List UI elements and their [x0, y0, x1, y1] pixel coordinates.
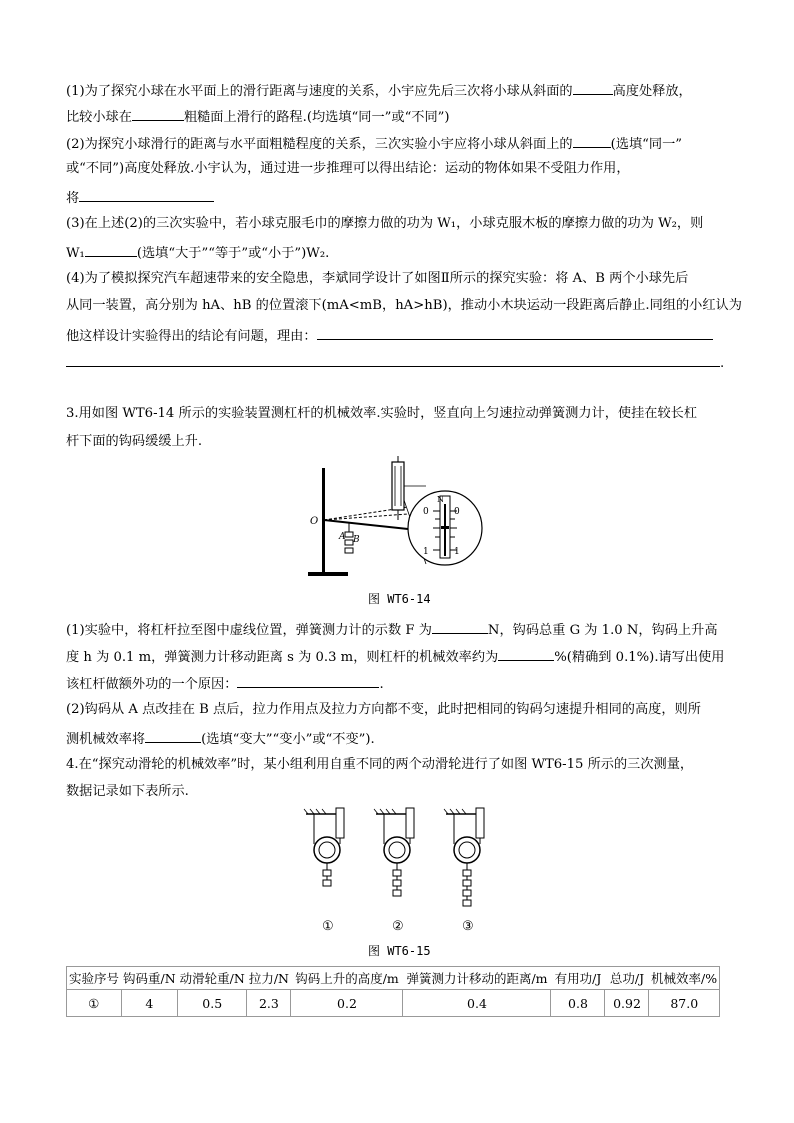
q3-part2-line2 — [66, 728, 375, 749]
table-cell: 0.8 — [551, 990, 605, 1017]
q2-part4-blank-1[interactable] — [317, 325, 713, 340]
pulley-data-table — [66, 966, 720, 1017]
q3-part1-text-f: . — [379, 677, 384, 692]
q3-part2-text-a: (2)钩码从 A 点改挂在 B 点后，拉力作用点及拉力方向都不变，此时把相同的钩码匀速提升相同的高度，则所 — [66, 702, 701, 717]
q2-part1-line1 — [66, 80, 692, 101]
pulley-setup-2 — [374, 808, 414, 896]
q2-part3-text-b: W₁ — [66, 246, 85, 261]
q2-part4-text-b: 从同一装置，高分别为 hA、hB 的位置滚下(mA<mB，hA>hB)，推动小木块运动一段距离后静止.同组的小红认为 — [66, 298, 742, 313]
table-cell: 2.3 — [247, 990, 291, 1017]
q3-intro-line2 — [66, 433, 202, 451]
pulley-setup-3 — [444, 808, 484, 906]
q2-part3-text-c: (选填“大于”“等于”或“小于”)W₂. — [136, 246, 330, 261]
q3-part1-text-e: 该杠杆做额外功的一个原因： — [66, 677, 238, 692]
header-cell: 钩码重/N — [121, 967, 178, 990]
label-b: B — [353, 535, 360, 545]
figure-wt6-14-caption: 图 WT6-14 — [368, 592, 431, 606]
q3-part1-blank-2[interactable] — [498, 646, 554, 661]
header-cell: 钩码上升的高度/m — [291, 967, 403, 990]
q2-part2-text-c: 或“不同”)高度处释放.小宇认为，通过进一步推理可以得出结论：运动的物体如果不受阻力作用， — [66, 161, 630, 176]
q2-part1-line2 — [66, 106, 450, 127]
q2-part4-line1 — [66, 270, 688, 288]
q2-part4-line2 — [66, 297, 742, 315]
q2-part1-text-d: 粗糙面上滑行的路程.(均选填“同一”或“不同”) — [183, 110, 450, 125]
q3-intro-text-2: 杆下面的钩码缓缓上升. — [66, 434, 203, 449]
q3-part2-blank[interactable] — [145, 728, 201, 743]
header-cell: 有用功/J — [551, 967, 605, 990]
weight-3 — [345, 548, 353, 553]
q2-part4-text-a: (4)为了模拟探究汽车超速带来的安全隐患，李斌同学设计了如图Ⅱ所示的探究实验：将 A、B 两个小球先后 — [66, 271, 689, 286]
q2-part2-blank-2[interactable] — [79, 187, 214, 202]
label-n: N — [437, 495, 444, 504]
stand-base — [308, 572, 348, 576]
table-header-row — [67, 967, 720, 990]
q3-part1-text-a: (1)实验中，将杠杆拉至图中虚线位置，弹簧测力计的示数 F 为 — [66, 623, 432, 638]
q3-intro-line1 — [66, 405, 697, 423]
header-cell: 动滑轮重/N — [178, 967, 247, 990]
pointer — [441, 526, 449, 529]
setup-label-2: ② — [392, 919, 404, 934]
figure-wt6-15-pulleys — [300, 806, 500, 936]
q3-part2-line1 — [66, 701, 701, 719]
setup-label-3: ③ — [462, 919, 474, 934]
q3-part1-text-b: N，钩码总重 G 为 1.0 N，钩码上升高 — [487, 623, 718, 638]
pulley-setup-1 — [304, 808, 344, 886]
q2-part3-text-a: (3)在上述(2)的三次实验中，若小球克服毛巾的摩擦力做的功为 W₁，小球克服木板的摩擦力做的功为 W₂，则 — [66, 216, 704, 231]
table-cell: 0.2 — [291, 990, 403, 1017]
q4-intro-text-1: 4.在“探究动滑轮的机械效率”时，某小组利用自重不同的两个动滑轮进行了如图 WT6-15 所示的三次测量， — [66, 757, 694, 772]
q3-part1-text-d: %(精确到 0.1%).请写出使用 — [554, 650, 725, 665]
table-cell: 0.5 — [178, 990, 247, 1017]
q3-part1-text-c: 度 h 为 0.1 m，弹簧测力计移动距离 s 为 0.3 m，则杠杆的机械效率约为 — [66, 650, 499, 665]
q2-part1-blank-2[interactable] — [132, 106, 184, 121]
weight-2 — [345, 540, 353, 545]
q3-part2-text-c: (选填“变大”“变小”或“不变”). — [201, 732, 375, 747]
q2-part4-text-d: . — [720, 356, 725, 371]
q2-part1-blank-1[interactable] — [573, 80, 613, 95]
spring-scale — [392, 462, 404, 510]
table-cell: ① — [67, 990, 122, 1017]
q3-part1-line3 — [66, 673, 384, 694]
q2-part2-text-a: (2)为探究小球滑行的距离与水平面粗糙程度的关系，三次实验小宇应将小球从斜面上的 — [66, 137, 573, 152]
figure-wt6-15-caption: 图 WT6-15 — [368, 944, 431, 958]
q2-part4-blank-2[interactable] — [66, 352, 720, 367]
q2-part2-blank-1[interactable] — [573, 133, 611, 148]
header-cell: 机械效率/% — [649, 967, 720, 990]
q2-part1-text-b: 高度处释放， — [612, 84, 692, 99]
q2-part3-line1 — [66, 215, 703, 233]
setup-label-1: ① — [322, 919, 334, 934]
q2-part2-line2 — [66, 160, 630, 178]
header-cell: 弹簧测力计移动的距离/m — [403, 967, 551, 990]
label-a: A — [339, 532, 346, 542]
q2-part1-text-a: (1)为了探究小球在水平面上的滑行距离与速度的关系，小宇应先后三次将小球从斜面的 — [66, 84, 573, 99]
table-cell: 0.92 — [605, 990, 649, 1017]
q2-part4-text-c: 他这样设计实验得出的结论有问题，理由： — [66, 329, 317, 344]
q2-part2-line1 — [66, 133, 682, 154]
table-cell: 0.4 — [403, 990, 551, 1017]
q3-part2-text-b: 测机械效率将 — [66, 732, 146, 747]
q2-part3-blank[interactable] — [85, 242, 137, 257]
lever-solid — [324, 520, 408, 529]
q3-part1-line2 — [66, 646, 724, 667]
label-zero-left: 0 — [423, 507, 429, 517]
q2-part3-line2 — [66, 242, 329, 263]
q4-intro-text-2: 数据记录如下表所示. — [66, 784, 189, 799]
label-one-right: 1 — [454, 547, 460, 557]
table-cell: 87.0 — [649, 990, 720, 1017]
label-o: O — [310, 516, 319, 527]
header-cell: 拉力/N — [247, 967, 291, 990]
q4-intro-line2 — [66, 783, 189, 801]
q2-part2-text-b: (选填“同一” — [610, 137, 683, 152]
q3-intro-text-1: 3.用如图 WT6-14 所示的实验装置测杠杆的机械效率.实验时，竖直向上匀速拉动弹簧测力计，使挂在较长杠 — [66, 406, 698, 421]
q2-part4-line3 — [66, 325, 713, 346]
q3-part1-line1 — [66, 619, 718, 640]
q2-part4-line4 — [66, 352, 724, 373]
q2-part2-text-d: 将 — [66, 191, 80, 206]
header-cell: 总功/J — [605, 967, 649, 990]
q2-part2-line3 — [66, 187, 214, 208]
label-one-left: 1 — [423, 547, 429, 557]
weight-1 — [345, 532, 353, 537]
q2-part1-text-c: 比较小球在 — [66, 110, 132, 125]
q4-intro-line1 — [66, 756, 693, 774]
figure-wt6-14-lever-apparatus — [300, 456, 500, 584]
label-zero-right: 0 — [454, 507, 460, 517]
table-row — [67, 990, 720, 1017]
table-cell: 4 — [121, 990, 178, 1017]
lever-dashed-2 — [324, 514, 408, 520]
header-cell: 实验序号 — [67, 967, 122, 990]
q3-part1-blank-3[interactable] — [237, 673, 379, 688]
q3-part1-blank-1[interactable] — [432, 619, 488, 634]
